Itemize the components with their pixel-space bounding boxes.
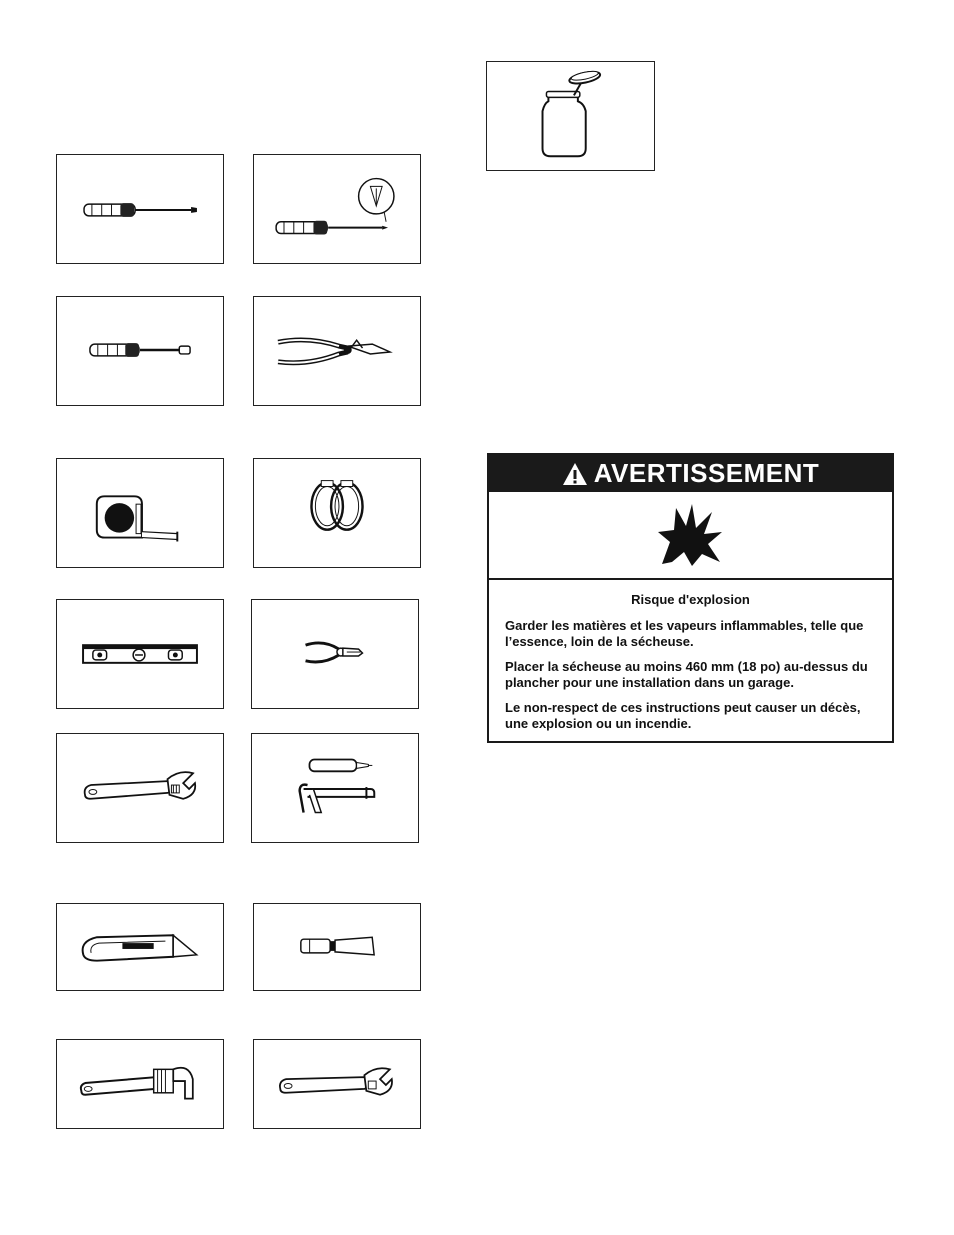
tool-box-flat-screwdriver [56,154,224,264]
nut-driver-icon [57,297,223,405]
explosion-icon [654,502,726,568]
adjustable-wrench-icon [57,734,223,842]
tool-box-putty-knife [253,903,421,991]
tool-box-leak-test-jar [486,61,655,171]
warning-line: Garder les matières et les vapeurs inflammables, telle que l’essence, loin de la sécheuse. [505,617,864,649]
phillips-screwdriver-icon [254,155,420,263]
tool-box-adjustable-wrench [56,733,224,843]
tool-box-nut-driver [56,296,224,406]
warning-title: Risque d'explosion [631,592,750,607]
tool-box-caulking-gun [251,733,419,843]
warning-line: Placer la sécheuse au moins 460 mm (18 po) au-dessus du plancher pour une installation dans un garage. [505,658,868,690]
warning-symbol-area [489,492,892,580]
tape-measure-icon [57,459,223,567]
tool-box-pipe-wrench [56,1039,224,1129]
hose-clamps-icon [254,459,420,567]
utility-knife-icon [57,904,223,990]
tool-box-tape-measure [56,458,224,568]
flat-screwdriver-icon [57,155,223,263]
pipe-wrench-icon [57,1040,223,1128]
putty-knife-icon [254,904,420,990]
tool-box-utility-knife [56,903,224,991]
leak-test-jar-icon [487,62,654,170]
warning-triangle-icon [562,462,588,486]
tool-box-pliers [251,599,419,709]
level-icon [57,600,223,708]
caulking-gun-icon [252,734,418,842]
warning-heading: AVERTISSEMENT [593,458,820,488]
tin-snips-icon [254,297,420,405]
tool-box-hose-clamps [253,458,421,568]
warning-header [489,455,892,492]
tool-box-tin-snips [253,296,421,406]
warning-panel [487,453,894,743]
warning-line: Le non-respect de ces instructions peut causer un décès, une explosion ou un incendie. [505,699,861,731]
tool-box-level [56,599,224,709]
adjustable-wrench-small-icon [254,1040,420,1128]
tool-box-phillips-screwdriver [253,154,421,264]
tool-box-adjustable-wrench-small [253,1039,421,1129]
pliers-icon [252,600,418,708]
warning-body [489,580,892,733]
